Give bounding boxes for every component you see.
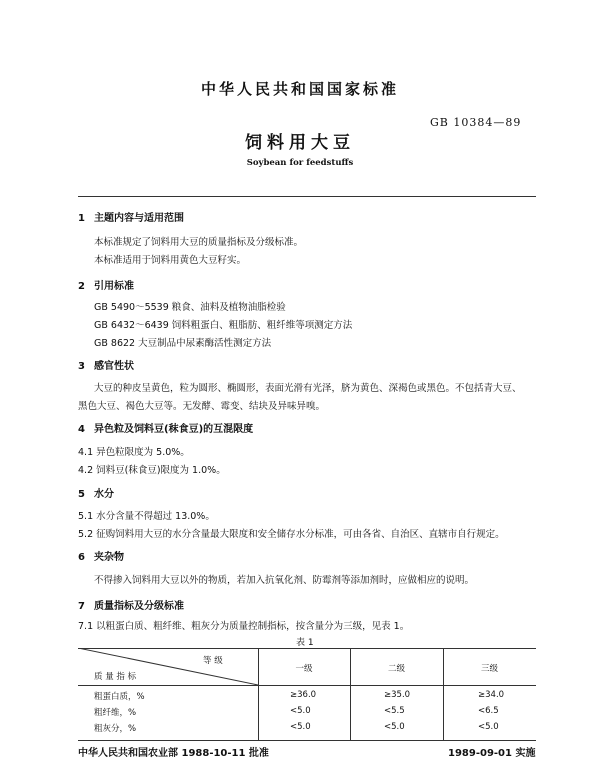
section-number: 5 xyxy=(78,489,85,500)
section-2-line-2: GB 6432～6439 饲料粗蛋白、粗脂肪、粗纤维等项测定方法 xyxy=(94,320,353,331)
section-number: 3 xyxy=(78,361,85,372)
section-number: 2 xyxy=(78,281,85,292)
table-header-grade: 等 级 xyxy=(203,656,223,666)
table-cell: ≥36.0 xyxy=(290,690,317,700)
section-5-line-1: 5.1 水分含量不得超过 13.0%。 xyxy=(78,511,215,522)
section-title: 水分 xyxy=(94,489,114,500)
section-6-heading xyxy=(78,548,124,563)
section-number: 7 xyxy=(78,601,85,612)
table-row-label: 粗蛋白质，% xyxy=(94,692,145,702)
table-cell: <6.5 xyxy=(478,706,499,716)
section-4-heading xyxy=(78,420,253,435)
table-col-grade-3: 三级 xyxy=(480,664,498,674)
table-col-grade-1: 一级 xyxy=(295,664,313,674)
section-4-line-1: 4.1 异色粒限度为 5.0%。 xyxy=(78,447,190,458)
table-cell: ≥35.0 xyxy=(384,690,411,700)
table-bottom-rule xyxy=(78,740,536,741)
section-1-heading xyxy=(78,209,184,224)
section-title: 感官性状 xyxy=(94,361,134,372)
section-title: 异色粒及饲料豆(秣食豆)的互混限度 xyxy=(94,424,254,435)
section-6-line-1: 不得掺入饲料用大豆以外的物质，若加入抗氧化剂、防霉剂等添加剂时，应做相应的说明。 xyxy=(94,575,475,586)
section-5-heading xyxy=(78,485,114,500)
table-header-rule xyxy=(78,685,536,686)
section-number: 4 xyxy=(78,424,85,435)
section-2-line-3: GB 8622 大豆制品中尿素酶活性测定方法 xyxy=(94,338,272,349)
table-row-label: 粗灰分，% xyxy=(94,724,137,734)
table-header-index: 质 量 指 标 xyxy=(94,672,137,682)
table-cell: <5.0 xyxy=(290,722,311,732)
section-1-line-2: 本标准适用于饲料用黄色大豆籽实。 xyxy=(94,255,247,266)
section-3-line-1: 大豆的种皮呈黄色，粒为圆形、椭圆形，表面光滑有光泽，脐为黄色、深褐色或黑色。不包括青大豆、 xyxy=(94,383,522,394)
section-2-line-1: GB 5490～5539 粮食、油料及植物油脂检验 xyxy=(94,302,286,313)
table-cell: ≥34.0 xyxy=(478,690,505,700)
section-title: 夹杂物 xyxy=(94,552,124,563)
header-divider xyxy=(78,196,536,197)
table-row-label: 粗纤维，% xyxy=(94,708,137,718)
section-title: 引用标准 xyxy=(94,281,134,292)
section-7-heading xyxy=(78,597,184,612)
document-title: 饲料用大豆 xyxy=(245,133,355,153)
section-2-heading xyxy=(78,277,134,292)
table-caption: 表 1 xyxy=(296,638,314,648)
table-cell: <5.0 xyxy=(290,706,311,716)
section-4-line-2: 4.2 饲料豆(秣食豆)限度为 1.0%。 xyxy=(78,465,226,476)
table-cell: <5.5 xyxy=(384,706,405,716)
section-3-heading xyxy=(78,357,134,372)
standard-code: GB 10384—89 xyxy=(430,116,522,129)
table-cell: <5.0 xyxy=(478,722,499,732)
table-col-grade-2: 二级 xyxy=(387,664,405,674)
national-standard-heading: 中华人民共和国国家标准 xyxy=(200,80,399,98)
document-title-english: Soybean for feedstuffs xyxy=(246,158,354,168)
section-title: 主题内容与适用范围 xyxy=(94,213,184,224)
effective-date: 1989-09-01 实施 xyxy=(448,748,536,759)
approval-date: 中华人民共和国农业部 1988-10-11 批准 xyxy=(78,748,269,759)
section-title: 质量指标及分级标准 xyxy=(94,601,184,612)
table-cell: <5.0 xyxy=(384,722,405,732)
section-3-line-2: 黑色大豆、褐色大豆等。无发酵、霉变、结块及异味异嗅。 xyxy=(78,401,326,412)
section-number: 1 xyxy=(78,213,85,224)
section-5-line-2: 5.2 征购饲料用大豆的水分含量最大限度和安全储存水分标准，可由各省、自治区、直辖市自行规定。 xyxy=(78,529,505,540)
section-1-line-1: 本标准规定了饲料用大豆的质量指标及分级标准。 xyxy=(94,237,304,248)
section-number: 6 xyxy=(78,552,85,563)
section-7-line-1: 7.1 以粗蛋白质、粗纤维、粗灰分为质量控制指标，按含量分为三级，见表 1。 xyxy=(78,621,410,632)
